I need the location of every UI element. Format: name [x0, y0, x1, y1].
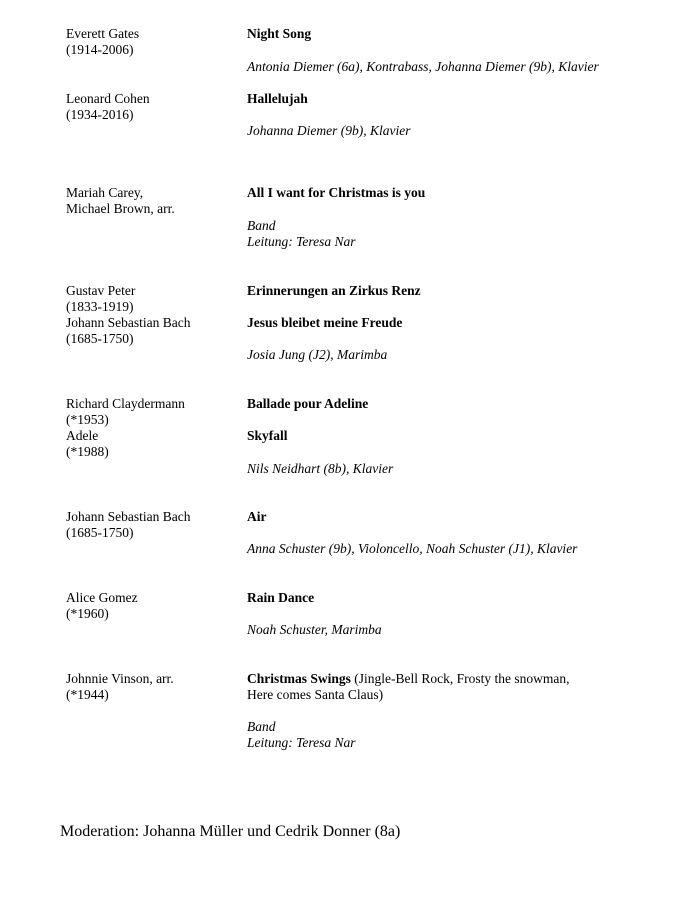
work-title: Skyfall [247, 428, 288, 443]
composer-name: Mariah Carey, [66, 185, 144, 200]
composer-info [66, 283, 236, 347]
performer-line: Band [247, 719, 276, 734]
work-info [247, 185, 667, 250]
composer-info [66, 671, 236, 703]
composer-name: Alice Gomez [66, 590, 138, 605]
composer-dates: (1685-1750) [66, 525, 134, 540]
composer-name: Richard Claydermann [66, 396, 185, 411]
work-title: Rain Dance [247, 590, 315, 605]
performer-line: Band [247, 218, 276, 233]
composer-info [66, 396, 236, 460]
performer-line: Antonia Diemer (6a), Kontrabass, Johanna Diemer (9b), Klavier [247, 59, 599, 74]
work-title-subtitle: (Jingle-Bell Rock, Frosty the snowman, [350, 671, 570, 686]
work-title-subtitle-continued: Here comes Santa Claus) [247, 687, 384, 702]
work-title: Hallelujah [247, 91, 308, 106]
composer-dates: (1934-2016) [66, 107, 134, 122]
work-info [247, 590, 667, 638]
work-info [247, 91, 667, 139]
work-info [247, 509, 667, 557]
composer-dates: (*1953) [66, 412, 109, 427]
work-title-main: Christmas Swings [247, 671, 351, 686]
composer-dates: (1914-2006) [66, 42, 134, 57]
composer-info [66, 91, 236, 123]
performer-line: Nils Neidhart (8b), Klavier [247, 461, 394, 476]
work-title: Night Song [247, 26, 312, 41]
performer-line: Josia Jung (J2), Marimba [247, 347, 388, 362]
work-info [247, 396, 667, 477]
composer-info [66, 26, 236, 58]
performer-line: Noah Schuster, Marimba [247, 622, 382, 637]
composer-dates: (1833-1919) [66, 299, 134, 314]
composer-dates: (*1944) [66, 687, 109, 702]
composer-name: Leonard Cohen [66, 91, 150, 106]
work-info [247, 671, 667, 751]
work-title: Erinnerungen an Zirkus Renz [247, 283, 421, 298]
composer-info [66, 185, 236, 217]
work-title [247, 671, 667, 687]
work-title: Ballade pour Adeline [247, 396, 369, 411]
performer-line: Leitung: Teresa Nar [247, 735, 356, 750]
composer-dates: (*1988) [66, 444, 109, 459]
performer-line: Johanna Diemer (9b), Klavier [247, 123, 411, 138]
composer-info [66, 590, 236, 622]
composer-info [66, 509, 236, 541]
composer-name: Johnnie Vinson, arr. [66, 671, 174, 686]
composer-dates: (1685-1750) [66, 331, 134, 346]
performer-line: Anna Schuster (9b), Violoncello, Noah Schuster (J1), Klavier [247, 541, 578, 556]
work-title: Air [247, 509, 267, 524]
moderation-credit: Moderation: Johanna Müller und Cedrik Donner (8a) [60, 823, 401, 840]
composer-name: Everett Gates [66, 26, 140, 41]
work-info [247, 283, 667, 363]
work-info [247, 26, 667, 75]
performer-line: Leitung: Teresa Nar [247, 234, 356, 249]
composer-name: Adele [66, 428, 99, 443]
composer-name: Gustav Peter [66, 283, 136, 298]
work-title: All I want for Christmas is you [247, 185, 426, 200]
composer-name: Michael Brown, arr. [66, 201, 175, 216]
composer-name: Johann Sebastian Bach [66, 315, 191, 330]
work-title: Jesus bleibet meine Freude [247, 315, 403, 330]
composer-dates: (*1960) [66, 606, 109, 621]
composer-name: Johann Sebastian Bach [66, 509, 191, 524]
